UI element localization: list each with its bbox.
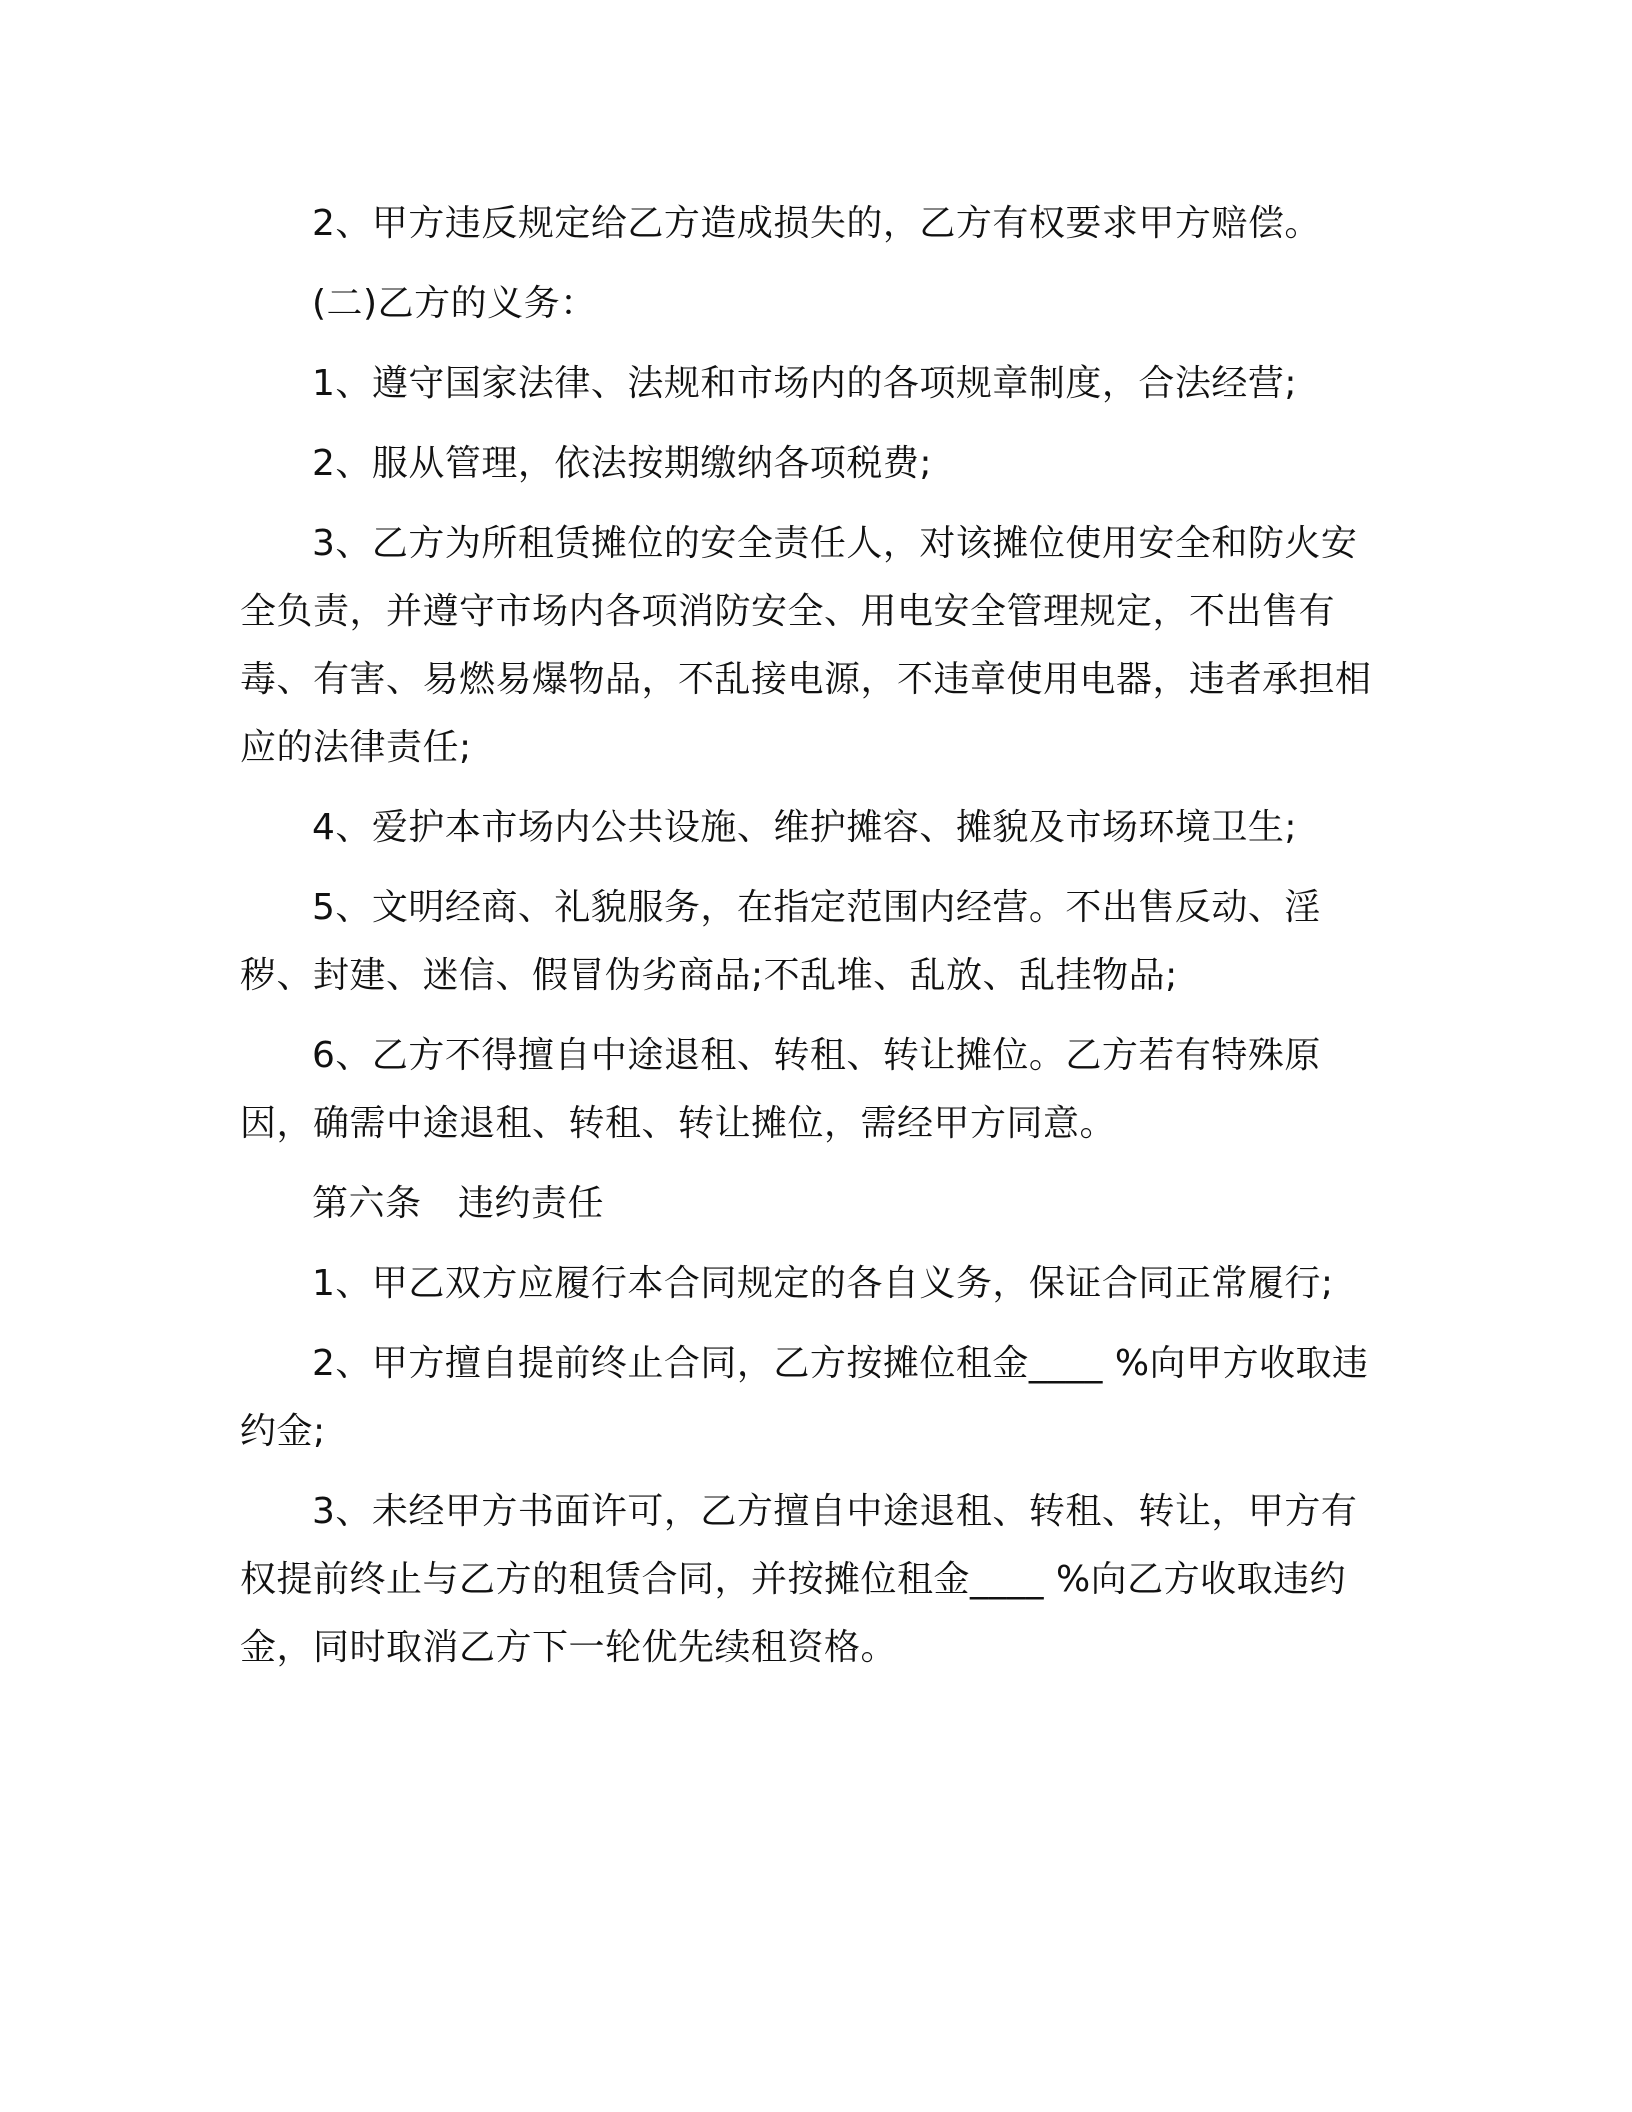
paragraph-obligation-3: 3、乙方为所租赁摊位的安全责任人，对该摊位使用安全和防火安全负责，并遵守市场内各项消防安全、用电安全管理规定，不出售有毒、有害、易燃易爆物品，不乱接电源，不违章使用电器，违者承担相应的法律责任;	[240, 523, 1372, 768]
paragraph-liability-2: 2、甲方擅自提前终止合同，乙方按摊位租金____ %向甲方收取违约金;	[240, 1343, 1369, 1452]
section-heading-party-b-obligations: (二)乙方的义务：	[312, 283, 597, 324]
paragraph-obligation-4: 4、爱护本市场内公共设施、维护摊容、摊貌及市场环境卫生;	[312, 807, 1298, 848]
paragraph-liability-3: 3、未经甲方书面许可，乙方擅自中途退租、转租、转让，甲方有权提前终止与乙方的租赁合同，并按摊位租金____ %向乙方收取违约金，同时取消乙方下一轮优先续租资格。	[240, 1491, 1358, 1668]
paragraph-liability-1: 1、甲乙双方应履行本合同规定的各自义务，保证合同正常履行;	[312, 1263, 1334, 1304]
article-heading-breach-liability: 第六条 违约责任	[312, 1183, 605, 1224]
paragraph-obligation-2: 2、服从管理，依法按期缴纳各项税费;	[312, 443, 933, 484]
document-body	[240, 190, 1380, 1682]
paragraph-obligation-5: 5、文明经商、礼貌服务，在指定范围内经营。不出售反动、淫秽、封建、迷信、假冒伪劣商品;不乱堆、乱放、乱挂物品;	[240, 887, 1321, 996]
paragraph-damages-claim: 2、甲方违反规定给乙方造成损失的，乙方有权要求甲方赔偿。	[312, 203, 1321, 244]
paragraph-obligation-1: 1、遵守国家法律、法规和市场内的各项规章制度，合法经营;	[312, 363, 1298, 404]
paragraph-obligation-6: 6、乙方不得擅自中途退租、转租、转让摊位。乙方若有特殊原因，确需中途退租、转租、转让摊位，需经甲方同意。	[240, 1035, 1321, 1144]
